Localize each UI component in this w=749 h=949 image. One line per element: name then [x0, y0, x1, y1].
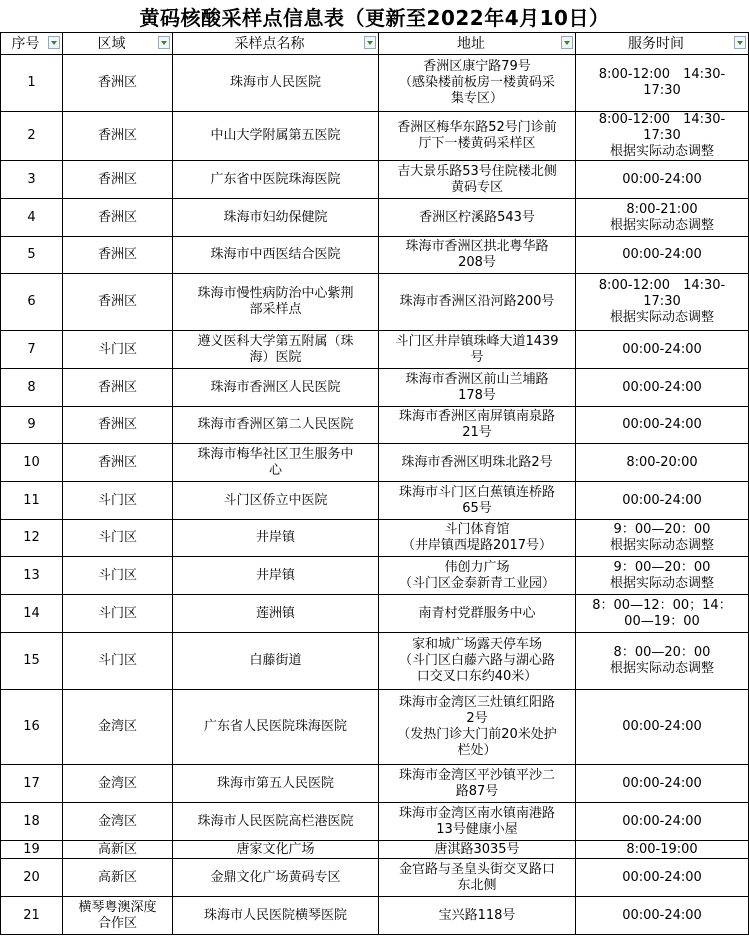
cell-service-time[interactable]: 00:00-24:00 — [576, 369, 749, 407]
cell-address[interactable]: 家和城广场露天停车场 （斗门区白藤六路与湖心路 口交叉口东约40米） — [379, 633, 576, 690]
cell-no[interactable]: 4 — [1, 199, 63, 237]
cell-service-time[interactable]: 00:00-24:00 — [576, 331, 749, 369]
cell-name[interactable]: 唐家文化广场 — [173, 841, 379, 859]
cell-no[interactable]: 5 — [1, 237, 63, 274]
cell-no[interactable]: 12 — [1, 520, 63, 557]
cell-area[interactable]: 金湾区 — [63, 803, 173, 841]
filter-dropdown-icon[interactable] — [561, 36, 573, 49]
table-row — [1, 55, 749, 112]
cell-address[interactable]: 珠海市金湾区三灶镇红阳路 2号 （发热门诊大门前20米处护 栏处） — [379, 690, 576, 765]
table-row — [1, 690, 749, 765]
cell-address[interactable]: 香洲区柠溪路543号 — [379, 199, 576, 237]
cell-address[interactable]: 珠海市香洲区沿河路200号 — [379, 274, 576, 331]
cell-address[interactable]: 伟创力广场 （斗门区金泰新青工业园） — [379, 557, 576, 595]
table-row — [1, 859, 749, 897]
header-no — [1, 33, 63, 55]
cell-no[interactable]: 1 — [1, 55, 63, 112]
cell-name[interactable]: 珠海市人民医院横琴医院 — [173, 897, 379, 935]
table-row — [1, 237, 749, 274]
table-row — [1, 274, 749, 331]
cell-no[interactable]: 6 — [1, 274, 63, 331]
cell-area[interactable]: 斗门区 — [63, 633, 173, 690]
cell-service-time[interactable]: 8：00—12：00；14： 00—19：00 — [576, 595, 749, 633]
table-row — [1, 765, 749, 803]
table-row — [1, 331, 749, 369]
cell-service-time[interactable]: 8：00—20：00 根据实际动态调整 — [576, 633, 749, 690]
cell-name[interactable]: 斗门区侨立中医院 — [173, 482, 379, 520]
filter-dropdown-icon[interactable] — [158, 36, 170, 49]
filter-dropdown-icon[interactable] — [48, 36, 60, 49]
table-body — [1, 55, 749, 935]
cell-address[interactable]: 金官路与圣皇头街交叉路口 东北侧 — [379, 859, 576, 897]
cell-name[interactable]: 珠海市梅华社区卫生服务中 心 — [173, 444, 379, 482]
header-label: 区域 — [97, 35, 126, 52]
table-row — [1, 897, 749, 935]
cell-area[interactable]: 金湾区 — [63, 690, 173, 765]
cell-address[interactable]: 斗门区井岸镇珠峰大道1439 号 — [379, 331, 576, 369]
cell-area[interactable]: 香洲区 — [63, 274, 173, 331]
cell-service-time[interactable]: 8:00-12:00 14:30- 17:30 根据实际动态调整 — [576, 112, 749, 161]
cell-service-time[interactable]: 00:00-24:00 — [576, 482, 749, 520]
header-row — [1, 33, 749, 55]
cell-service-time[interactable]: 00:00-24:00 — [576, 803, 749, 841]
cell-name[interactable]: 珠海市人民医院高栏港医院 — [173, 803, 379, 841]
cell-area[interactable]: 香洲区 — [63, 55, 173, 112]
cell-name[interactable]: 珠海市中西医结合医院 — [173, 237, 379, 274]
cell-service-time[interactable]: 00:00-24:00 — [576, 407, 749, 444]
cell-area[interactable]: 金湾区 — [63, 765, 173, 803]
cell-no[interactable]: 7 — [1, 331, 63, 369]
cell-no[interactable]: 15 — [1, 633, 63, 690]
cell-no[interactable]: 17 — [1, 765, 63, 803]
cell-service-time[interactable]: 00:00-24:00 — [576, 765, 749, 803]
cell-no[interactable]: 18 — [1, 803, 63, 841]
sampling-sites-table — [0, 32, 749, 935]
table-row — [1, 407, 749, 444]
cell-name[interactable]: 珠海市妇幼保健院 — [173, 199, 379, 237]
cell-no[interactable]: 14 — [1, 595, 63, 633]
cell-address[interactable]: 珠海市香洲区明珠北路2号 — [379, 444, 576, 482]
table-row — [1, 841, 749, 859]
cell-service-time[interactable]: 00:00-24:00 — [576, 690, 749, 765]
cell-area[interactable]: 香洲区 — [63, 199, 173, 237]
table-row — [1, 444, 749, 482]
cell-name[interactable]: 莲洲镇 — [173, 595, 379, 633]
table-row — [1, 520, 749, 557]
table-row — [1, 482, 749, 520]
table-row — [1, 112, 749, 161]
cell-no[interactable]: 13 — [1, 557, 63, 595]
cell-address[interactable]: 香洲区梅华东路52号门诊前 厅下一楼黄码采样区 — [379, 112, 576, 161]
cell-name[interactable]: 珠海市香洲区第二人民医院 — [173, 407, 379, 444]
sheet-title: 黄码核酸采样点信息表（更新至2022年4月10日） — [139, 5, 610, 30]
cell-area[interactable]: 斗门区 — [63, 595, 173, 633]
table-row — [1, 199, 749, 237]
header-label: 采样点名称 — [234, 35, 305, 52]
cell-address[interactable]: 斗门体育馆 （井岸镇西堤路2017号） — [379, 520, 576, 557]
cell-name[interactable]: 遵义医科大学第五附属（珠 海）医院 — [173, 331, 379, 369]
header-address — [379, 33, 576, 55]
header-label: 服务时间 — [628, 35, 684, 52]
table-row — [1, 803, 749, 841]
cell-area[interactable]: 香洲区 — [63, 161, 173, 199]
cell-service-time[interactable]: 8:00-21:00 根据实际动态调整 — [576, 199, 749, 237]
cell-service-time[interactable]: 00:00-24:00 — [576, 237, 749, 274]
cell-area[interactable]: 香洲区 — [63, 444, 173, 482]
cell-address[interactable]: 南青村党群服务中心 — [379, 595, 576, 633]
cell-name[interactable]: 珠海市慢性病防治中心紫荆 部采样点 — [173, 274, 379, 331]
table-row — [1, 633, 749, 690]
cell-service-time[interactable]: 9：00—20：00 根据实际动态调整 — [576, 557, 749, 595]
cell-name[interactable]: 井岸镇 — [173, 520, 379, 557]
cell-area[interactable]: 斗门区 — [63, 520, 173, 557]
header-label: 序号 — [11, 35, 40, 52]
cell-address[interactable]: 珠海市香洲区南屏镇南泉路 21号 — [379, 407, 576, 444]
cell-no[interactable]: 21 — [1, 897, 63, 935]
cell-service-time[interactable]: 00:00-24:00 — [576, 161, 749, 199]
cell-name[interactable]: 井岸镇 — [173, 557, 379, 595]
header-area — [63, 33, 173, 55]
cell-service-time[interactable]: 00:00-24:00 — [576, 859, 749, 897]
cell-address[interactable]: 珠海市金湾区平沙镇平沙二 路87号 — [379, 765, 576, 803]
cell-no[interactable]: 9 — [1, 407, 63, 444]
cell-no[interactable]: 10 — [1, 444, 63, 482]
cell-area[interactable]: 香洲区 — [63, 369, 173, 407]
cell-area[interactable]: 高新区 — [63, 859, 173, 897]
cell-address[interactable]: 香洲区康宁路79号 （感染楼前板房一楼黄码采 集专区） — [379, 55, 576, 112]
cell-area[interactable]: 香洲区 — [63, 112, 173, 161]
cell-name[interactable]: 金鼎文化广场黄码专区 — [173, 859, 379, 897]
cell-name[interactable]: 广东省中医院珠海医院 — [173, 161, 379, 199]
cell-area[interactable]: 斗门区 — [63, 482, 173, 520]
table-row — [1, 161, 749, 199]
header-label: 地址 — [457, 35, 485, 52]
header-name — [173, 33, 379, 55]
cell-address[interactable]: 珠海市香洲区前山兰埔路 178号 — [379, 369, 576, 407]
cell-no[interactable]: 16 — [1, 690, 63, 765]
cell-name[interactable]: 中山大学附属第五医院 — [173, 112, 379, 161]
cell-address[interactable]: 珠海市斗门区白蕉镇连桥路 65号 — [379, 482, 576, 520]
cell-name[interactable]: 白藤街道 — [173, 633, 379, 690]
cell-area[interactable]: 斗门区 — [63, 557, 173, 595]
cell-area[interactable]: 横琴粤澳深度 合作区 — [63, 897, 173, 935]
cell-name[interactable]: 珠海市香洲区人民医院 — [173, 369, 379, 407]
cell-area[interactable]: 斗门区 — [63, 331, 173, 369]
cell-service-time[interactable]: 00:00-24:00 — [576, 897, 749, 935]
cell-name[interactable]: 珠海市第五人民医院 — [173, 765, 379, 803]
table-row — [1, 595, 749, 633]
cell-service-time[interactable]: 9：00—20：00 根据实际动态调整 — [576, 520, 749, 557]
cell-address[interactable]: 宝兴路118号 — [379, 897, 576, 935]
table-row — [1, 369, 749, 407]
cell-no[interactable]: 19 — [1, 841, 63, 859]
cell-address[interactable]: 珠海市金湾区南水镇南港路 13号健康小屋 — [379, 803, 576, 841]
cell-area[interactable]: 高新区 — [63, 841, 173, 859]
cell-service-time[interactable]: 8:00-12:00 14:30- 17:30 根据实际动态调整 — [576, 274, 749, 331]
cell-service-time[interactable]: 8:00-20:00 — [576, 444, 749, 482]
cell-no[interactable]: 20 — [1, 859, 63, 897]
cell-area[interactable]: 香洲区 — [63, 407, 173, 444]
cell-service-time[interactable]: 8:00-12:00 14:30- 17:30 — [576, 55, 749, 112]
cell-name[interactable]: 广东省人民医院珠海医院 — [173, 690, 379, 765]
cell-area[interactable]: 香洲区 — [63, 237, 173, 274]
cell-no[interactable]: 2 — [1, 112, 63, 161]
cell-no[interactable]: 8 — [1, 369, 63, 407]
cell-no[interactable]: 3 — [1, 161, 63, 199]
cell-address[interactable]: 珠海市香洲区拱北粤华路 208号 — [379, 237, 576, 274]
cell-no[interactable]: 11 — [1, 482, 63, 520]
cell-name[interactable]: 珠海市人民医院 — [173, 55, 379, 112]
cell-address[interactable]: 吉大景乐路53号住院楼北侧 黄码专区 — [379, 161, 576, 199]
table-row — [1, 557, 749, 595]
cell-service-time[interactable]: 8:00-19:00 — [576, 841, 749, 859]
filter-dropdown-icon[interactable] — [364, 36, 376, 49]
filter-dropdown-icon[interactable] — [734, 36, 746, 49]
cell-address[interactable]: 唐淇路3035号 — [379, 841, 576, 859]
header-service-time — [576, 33, 749, 55]
